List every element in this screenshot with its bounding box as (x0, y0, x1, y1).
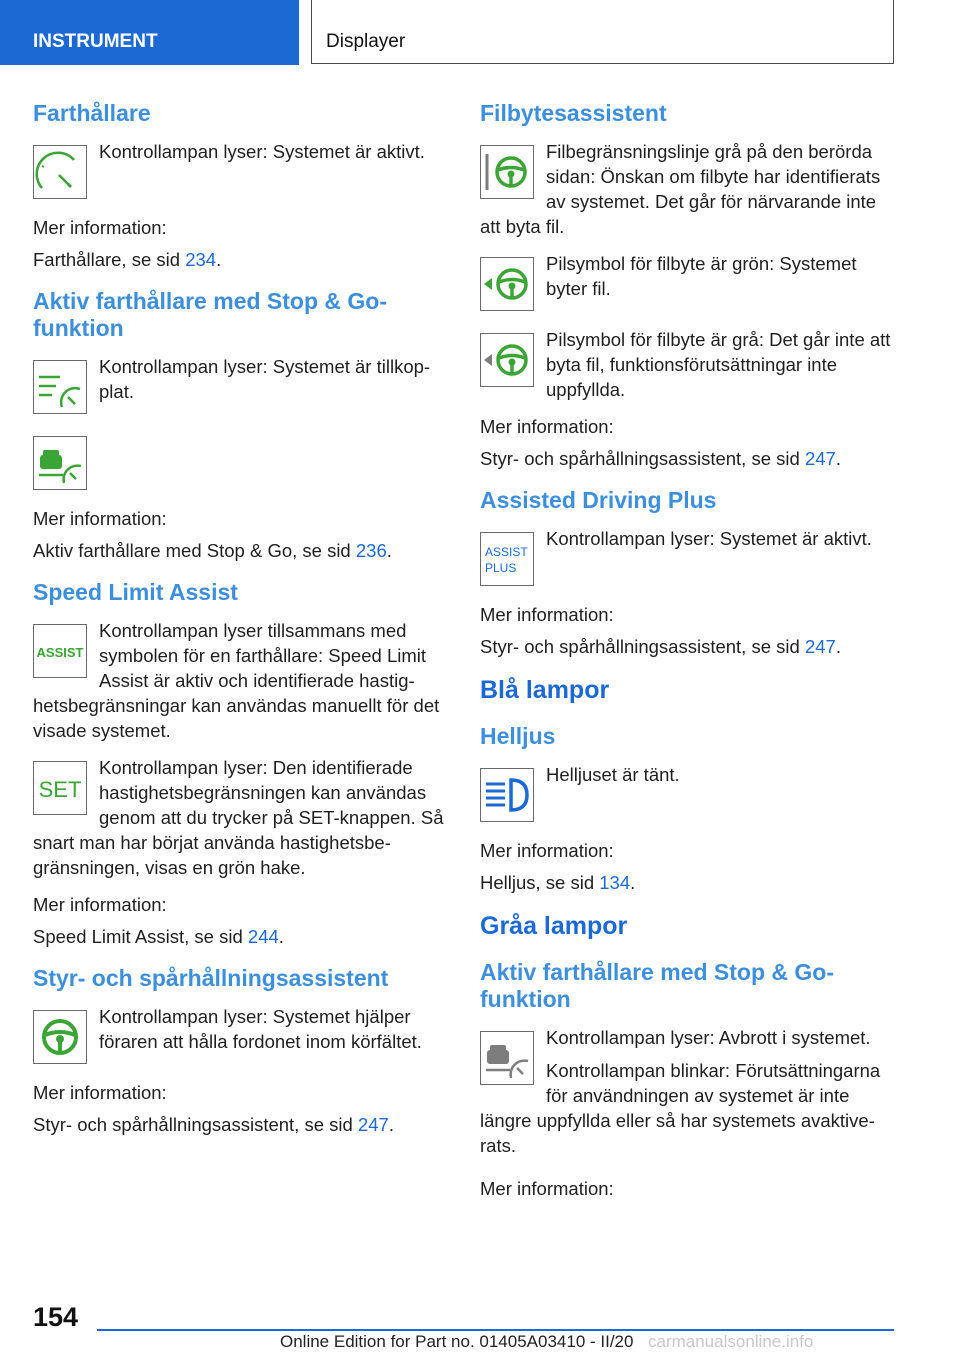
acc-outline-icon (33, 360, 87, 414)
left-column (33, 100, 453, 1153)
right-column (480, 100, 900, 1217)
chapter-label: Displayer (326, 31, 406, 52)
info-label: Mer information: (480, 604, 614, 625)
high-beam-icon (480, 768, 534, 822)
heading-styr: Styr- och spårhållningsassistent (33, 965, 389, 991)
entry-cruise (33, 139, 453, 203)
entry-lane-grayarrow (480, 327, 900, 402)
ref-text: Styr- och spårhållningsassistent, se sid (33, 1114, 358, 1135)
entry-high-beam (480, 762, 900, 826)
lane-line-steering-icon (480, 145, 534, 199)
section-aktiv-gray (480, 959, 900, 1201)
acc-gray-text2: Kontrollampan blinkar: Förutsättningarna för användningen av systemet är inte längre uppfyllda eller så har systemets avaktiverats. (480, 1060, 881, 1156)
info-label: Mer information: (33, 1082, 167, 1103)
set-icon (33, 761, 87, 815)
ref-text: Speed Limit Assist, se sid (33, 926, 248, 947)
acc-text: Kontrollampan lyser: Systemet är tillkopplat. (99, 356, 431, 402)
section-filbyte (480, 100, 900, 471)
steering-wheel-icon (33, 1010, 87, 1064)
entry-assist (33, 618, 453, 743)
lane-gray-text: Filbegränsningslinje grå på den berörda sidan: Önskan om filbyte har identifierats av systemet. Det går för närvarande inte att byta fil. (480, 141, 881, 237)
heading-bla-lampor: Blå lampor (480, 676, 610, 704)
entry-acc-car (33, 430, 453, 494)
watermark: carmanualsonline.info (648, 1332, 814, 1351)
page-number: 154 (33, 1302, 79, 1332)
assist-plus-line1: ASSIST (485, 545, 528, 559)
heading-aktiv: Aktiv farthållare med Stop & Go-funktion (33, 288, 388, 341)
page-link-247[interactable]: 247 (804, 636, 836, 657)
ref-text: Farthållare, se sid (33, 249, 186, 270)
acc-gray-text1: Kontrollampan lyser: Avbrott i systemet. (546, 1027, 871, 1048)
section-aktiv (33, 288, 453, 563)
entry-lane-gray (480, 139, 900, 239)
set-text: Kontrollampan lyser: Den identifierade hastighetsbegränsningen kan användas genom att du trycker på SET-knappen. Så snart man har börjat använda hastighetsbegränsningen, visas en grön hake. (33, 757, 444, 878)
info-label: Mer information: (480, 840, 614, 861)
edition-text: Online Edition for Part no. 01405A03410 - II/20 (280, 1332, 634, 1351)
ref-line: Styr- och spårhållningsassistent, se sid 247. (480, 636, 841, 657)
assist-icon-label: ASSIST (36, 645, 84, 660)
entry-acc-gray (480, 1025, 900, 1158)
ref-text: Styr- och spårhållningsassistent, se sid (480, 636, 805, 657)
ref-text: Helljus, se sid (480, 872, 600, 893)
heading-helljus: Helljus (480, 723, 556, 749)
page-link-236[interactable]: 236 (355, 540, 387, 561)
info-label: Mer information: (480, 416, 614, 437)
info-label: Mer information: (33, 894, 167, 915)
lane-grayarrow-text: Pilsymbol för filbyte är grå: Det går inte att byta fil, funktionsförutsättningar inte uppfyllda. (546, 329, 891, 400)
cruise-control-icon (33, 145, 87, 199)
heading-speed-limit: Speed Limit Assist (33, 579, 238, 605)
high-beam-text: Helljuset är tänt. (546, 764, 680, 785)
heading-farthallare: Farthållare (33, 100, 151, 126)
section-helljus (480, 723, 900, 895)
section-styr (33, 965, 453, 1137)
ref-line: Speed Limit Assist, se sid 244. (33, 926, 284, 947)
section-label: INSTRUMENT (33, 31, 158, 52)
ref-text: Aktiv farthållare med Stop & Go, se sid (33, 540, 356, 561)
section-tab (0, 0, 299, 65)
ref-line: Styr- och spårhållningsassistent, se sid 247. (480, 448, 841, 469)
ref-line: Styr- och spårhållningsassistent, se sid 247. (33, 1114, 394, 1135)
assist-plus-icon (480, 532, 534, 586)
page-link-244[interactable]: 244 (247, 926, 279, 947)
ref-line: Helljus, se sid 134. (480, 872, 636, 893)
info-label: Mer information: (33, 217, 167, 238)
lane-arrow-green-icon (480, 257, 534, 311)
section-farthallare (33, 100, 453, 272)
ref-line: Farthållare, se sid 234. (33, 249, 222, 270)
entry-set (33, 755, 453, 880)
steering-text: Kontrollampan lyser: Systemet hjälper föraren att hålla fordonet inom körfältet. (99, 1006, 422, 1052)
lane-arrow-gray-icon (480, 333, 534, 387)
section-assisted (480, 487, 900, 659)
page-link-234[interactable]: 234 (185, 249, 217, 270)
heading-gra-lampor: Gråa lampor (480, 912, 628, 940)
page-link-247[interactable]: 247 (804, 448, 836, 469)
info-label: Mer information: (480, 1178, 614, 1199)
cruise-text: Kontrollampan lyser: Systemet är aktivt. (99, 141, 425, 162)
section-speed-limit (33, 579, 453, 949)
footer-divider (97, 1329, 894, 1331)
page-link-134[interactable]: 134 (599, 872, 631, 893)
page-link-247[interactable]: 247 (357, 1114, 389, 1135)
entry-acc-on (33, 354, 453, 418)
info-label: Mer information: (33, 508, 167, 529)
heading-aktiv-gray: Aktiv farthållare med Stop & Go-funktion (480, 959, 835, 1012)
heading-filbyte: Filbytesassistent (480, 100, 667, 126)
entry-steering (33, 1004, 453, 1068)
ref-text: Styr- och spårhållningsassistent, se sid (480, 448, 805, 469)
entry-lane-green (480, 251, 900, 315)
assist-text: Kontrollampan lyser tillsammans med symbolen för en farthållare: Speed Limit Assist är aktiv och identifierade hastighetsbegränsningar kan användas manuellt för det visade systemet. (33, 620, 440, 741)
acc-car-icon (33, 436, 87, 490)
set-icon-label: SET (38, 777, 82, 802)
entry-assist-plus (480, 526, 900, 590)
assist-icon (33, 624, 87, 678)
assist-plus-text: Kontrollampan lyser: Systemet är aktivt. (546, 528, 872, 549)
acc-gray-car-icon (480, 1031, 534, 1085)
assist-plus-line2: PLUS (485, 561, 517, 575)
heading-assisted: Assisted Driving Plus (480, 487, 717, 513)
lane-green-text: Pilsymbol för filbyte är grön: Systemet byter fil. (546, 253, 857, 299)
ref-line: Aktiv farthållare med Stop & Go, se sid 236. (33, 540, 392, 561)
chapter-box (311, 0, 894, 64)
